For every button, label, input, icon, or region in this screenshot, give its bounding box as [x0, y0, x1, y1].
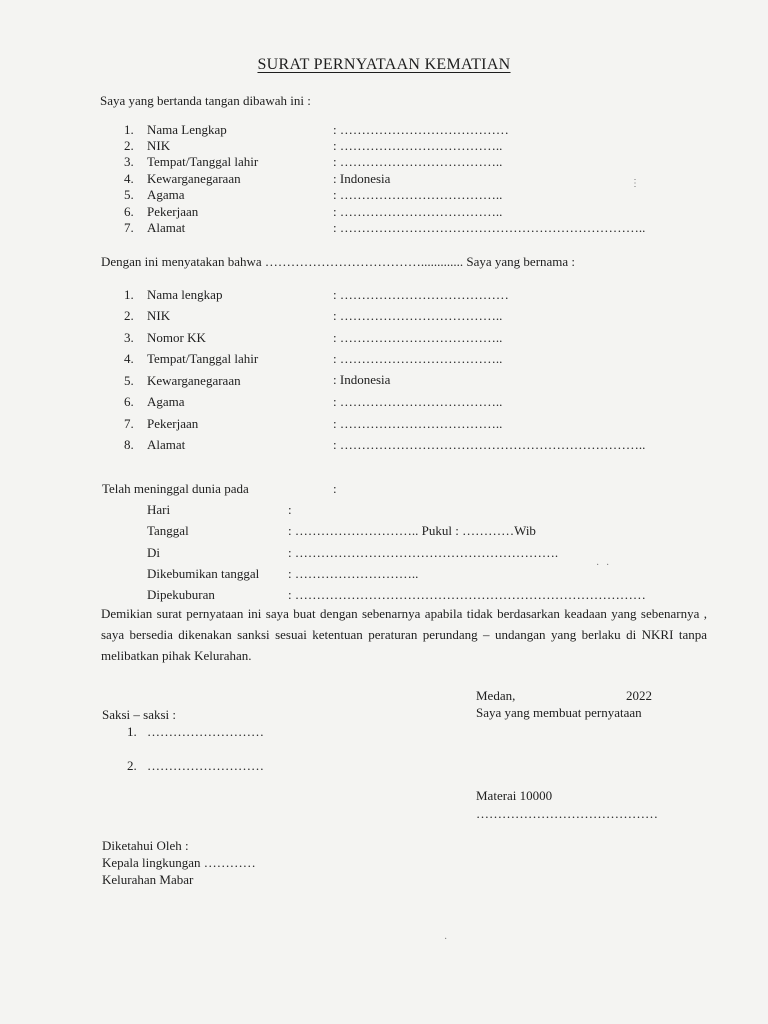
statement-text: Dengan ini menyatakan bahwa ………………………………............. Saya yang bernama :	[101, 254, 576, 269]
place-text: Medan,	[476, 688, 516, 703]
field-number: 7.	[124, 220, 134, 235]
field-value: : ………………………………..	[333, 416, 503, 431]
detail-value: :	[288, 502, 292, 517]
field-number: 5.	[124, 373, 134, 388]
field-number: 4.	[124, 171, 134, 186]
field-number: 2.	[124, 308, 134, 323]
death-heading-colon: :	[333, 481, 337, 496]
field-label: Agama	[147, 187, 185, 202]
head-label: Kepala lingkungan …………	[102, 855, 256, 870]
field-value: : ………………………………..	[333, 330, 503, 345]
year-text: 2022	[626, 688, 652, 703]
field-label: Tempat/Tanggal lahir	[147, 154, 259, 169]
detail-value: : ……………………….. Pukul : …………Wib	[288, 523, 536, 538]
field-number: 4.	[124, 351, 134, 366]
detail-label: Dikebumikan tanggal	[147, 566, 260, 581]
field-label: Alamat	[147, 220, 186, 235]
field-number: 7.	[124, 416, 134, 431]
field-number: 1.	[124, 287, 134, 302]
witness-line: ………………………	[147, 724, 264, 739]
field-label: Pekerjaan	[147, 416, 199, 431]
field-value: : Indonesia	[333, 171, 391, 186]
kelurahan-text: Kelurahan Mabar	[102, 872, 194, 887]
field-number: 1.	[124, 122, 134, 137]
signer-label: Saya yang membuat pernyataan	[476, 705, 642, 720]
field-number: 6.	[124, 394, 134, 409]
field-label: NIK	[147, 308, 171, 323]
field-label: NIK	[147, 138, 171, 153]
detail-label: Tanggal	[147, 523, 189, 538]
detail-label: Dipekuburan	[147, 587, 215, 602]
materai-text: Materai 10000	[476, 788, 553, 803]
scan-speck: ·	[596, 560, 600, 571]
witness-number: 2.	[127, 758, 137, 773]
field-number: 6.	[124, 204, 134, 219]
field-label: Nomor KK	[147, 330, 206, 345]
death-heading: Telah meninggal dunia pada	[102, 481, 249, 496]
field-label: Pekerjaan	[147, 204, 199, 219]
detail-label: Di	[147, 545, 160, 560]
detail-value: : ………………………..	[288, 566, 419, 581]
scan-speck: ⋮	[630, 178, 640, 189]
field-value: : ……………………………………………………………..	[333, 437, 646, 452]
scan-speck: ·	[444, 934, 448, 945]
signature-line: ……………………………………	[476, 806, 658, 821]
scan-speck: ·	[606, 560, 610, 571]
field-value: : ………………………………..	[333, 351, 503, 366]
witness-line: ………………………	[147, 758, 264, 773]
detail-label: Hari	[147, 502, 171, 517]
field-number: 2.	[124, 138, 134, 153]
field-value: : Indonesia	[333, 372, 391, 387]
detail-value: : …………………………………………………….	[288, 545, 559, 560]
field-label: Tempat/Tanggal lahir	[147, 351, 259, 366]
intro-text: Saya yang bertanda tangan dibawah ini :	[100, 93, 311, 108]
closing-paragraph: Demikian surat pernyataan ini saya buat dengan sebenarnya apabila tidak berdasarkan keadaan yang sebenarnya , saya bersedia dikenakan sanksi sesuai ketentuan peraturan perundang – undangan yang berlaku di NKRI tanpa melibatkan pihak Kelurahan.	[101, 606, 707, 663]
field-value: : ………………………………..	[333, 394, 503, 409]
field-number: 8.	[124, 437, 134, 452]
field-value: : ………………………………..	[333, 187, 503, 202]
witness-number: 1.	[127, 724, 137, 739]
field-label: Kewarganegaraan	[147, 373, 241, 388]
field-number: 3.	[124, 330, 134, 345]
field-number: 5.	[124, 187, 134, 202]
field-value: : ………………………………..	[333, 138, 503, 153]
field-label: Kewarganegaraan	[147, 171, 241, 186]
field-value: : …………………………………	[333, 122, 509, 137]
field-value: : ………………………………..	[333, 204, 503, 219]
field-value: : ……………………………………………………………..	[333, 220, 646, 235]
field-value: : ………………………………..	[333, 308, 503, 323]
field-label: Nama Lengkap	[147, 122, 227, 137]
witness-title: Saksi – saksi :	[102, 707, 177, 722]
field-value: : ………………………………..	[333, 154, 503, 169]
field-value: : …………………………………	[333, 287, 509, 302]
field-label: Alamat	[147, 437, 186, 452]
field-label: Nama lengkap	[147, 287, 223, 302]
document-title: SURAT PERNYATAAN KEMATIAN	[257, 56, 511, 73]
field-number: 3.	[124, 154, 134, 169]
known-by: Diketahui Oleh :	[102, 838, 189, 853]
detail-value: : ………………………………………………………………………	[288, 587, 646, 602]
field-label: Agama	[147, 394, 185, 409]
